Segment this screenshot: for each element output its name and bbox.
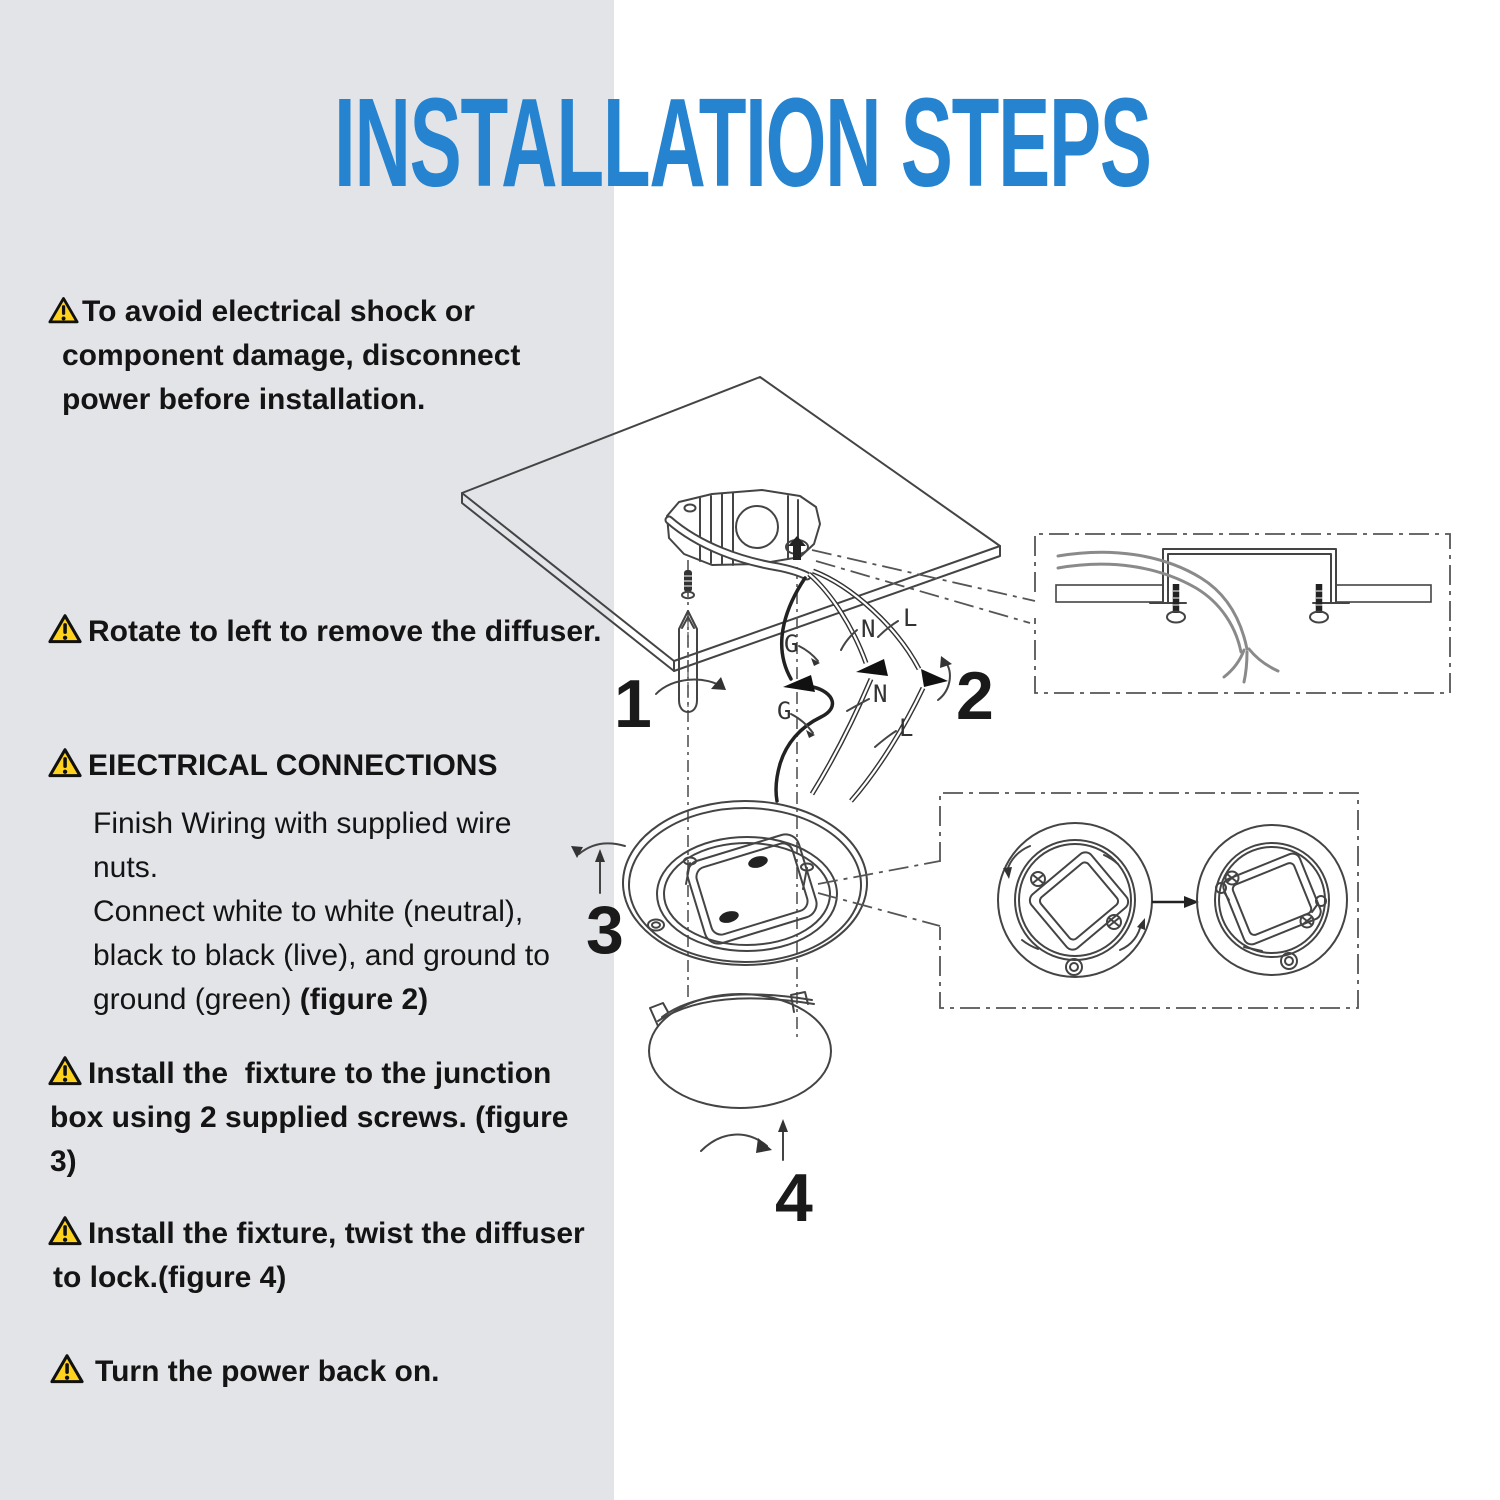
- page-title: [334, 72, 1500, 213]
- ring-view-after-twist: [1197, 825, 1347, 975]
- warning-text-line: Install the fixture to the junction: [88, 1057, 552, 1090]
- warning-text-line: 3): [50, 1145, 77, 1178]
- paragraph-text: ground (green): [93, 983, 300, 1016]
- warning-triangle-icon: [48, 1215, 82, 1246]
- ceiling-section-hatch: [1056, 585, 1163, 602]
- step-number-4: 4: [775, 1160, 813, 1236]
- paragraph-line: Finish Wiring with supplied wire: [93, 807, 512, 840]
- ceiling-section-hatch: [1336, 585, 1431, 602]
- heading-text: EIECTRICAL CONNECTIONS: [88, 749, 498, 782]
- wire-label-neutral-2: N: [873, 680, 888, 708]
- paragraph-line: Connect white to white (neutral),: [93, 895, 524, 928]
- paragraph-line: black to black (live), and ground to: [93, 939, 550, 972]
- warning-text-line: Rotate to left to remove the diffuser.: [88, 615, 602, 648]
- wire-nut: [783, 675, 815, 692]
- warning-triangle-icon: [48, 747, 82, 778]
- junction-box: [667, 490, 820, 565]
- step-number-2: 2: [956, 658, 994, 734]
- warning-triangle-icon: [50, 1353, 84, 1384]
- warning-text-line: Install the fixture, twist the diffuser: [88, 1217, 585, 1250]
- mounting-screw-and-tool: [656, 570, 726, 712]
- diffuser: [649, 992, 831, 1160]
- wire-label-live-1: L: [903, 604, 918, 632]
- step-number-1: 1: [614, 666, 652, 742]
- wire-label-ground-2: G: [777, 697, 792, 725]
- warning-text-line: to lock.(figure 4): [53, 1261, 287, 1294]
- box-screw: [788, 536, 806, 560]
- warning-text-line: power before installation.: [62, 383, 426, 416]
- fixture-ring: [571, 801, 940, 965]
- wiring: [776, 571, 952, 801]
- warning-triangle-icon: [48, 296, 79, 324]
- plate-screw: [747, 854, 769, 870]
- wire-nut: [921, 669, 948, 687]
- warning-text-line: To avoid electrical shock or: [82, 295, 475, 328]
- paragraph-line: nuts.: [93, 851, 159, 884]
- wire-label-ground-1: G: [784, 630, 799, 658]
- step-number-3: 3: [586, 892, 624, 968]
- inset-figure2-junction-box-detail: [1035, 534, 1450, 693]
- wire-nut: [856, 659, 888, 676]
- warning-text-line: component damage, disconnect: [62, 339, 521, 372]
- ring-view-before-twist: [998, 823, 1152, 977]
- ceiling-panel: [462, 377, 1000, 671]
- installation-diagram: [430, 360, 1480, 1270]
- figure-2-reference: (figure 2): [299, 983, 429, 1016]
- wire-label-neutral-1: N: [861, 615, 876, 643]
- center-axis-lines: [688, 560, 797, 1040]
- plate-screw: [718, 909, 740, 925]
- warning-triangle-icon: [48, 1055, 82, 1086]
- warning-triangle-icon: [48, 613, 82, 644]
- warning-power-on: [50, 1350, 550, 1394]
- warning-text-line: box using 2 supplied screws. (figure: [50, 1101, 569, 1134]
- warning-text-line: Turn the power back on.: [95, 1355, 440, 1388]
- inset-figure3-twist-lock-detail: [940, 793, 1358, 1008]
- wire-label-live-2: L: [899, 714, 914, 742]
- page-title-text: INSTALLATION STEPS: [334, 72, 1151, 213]
